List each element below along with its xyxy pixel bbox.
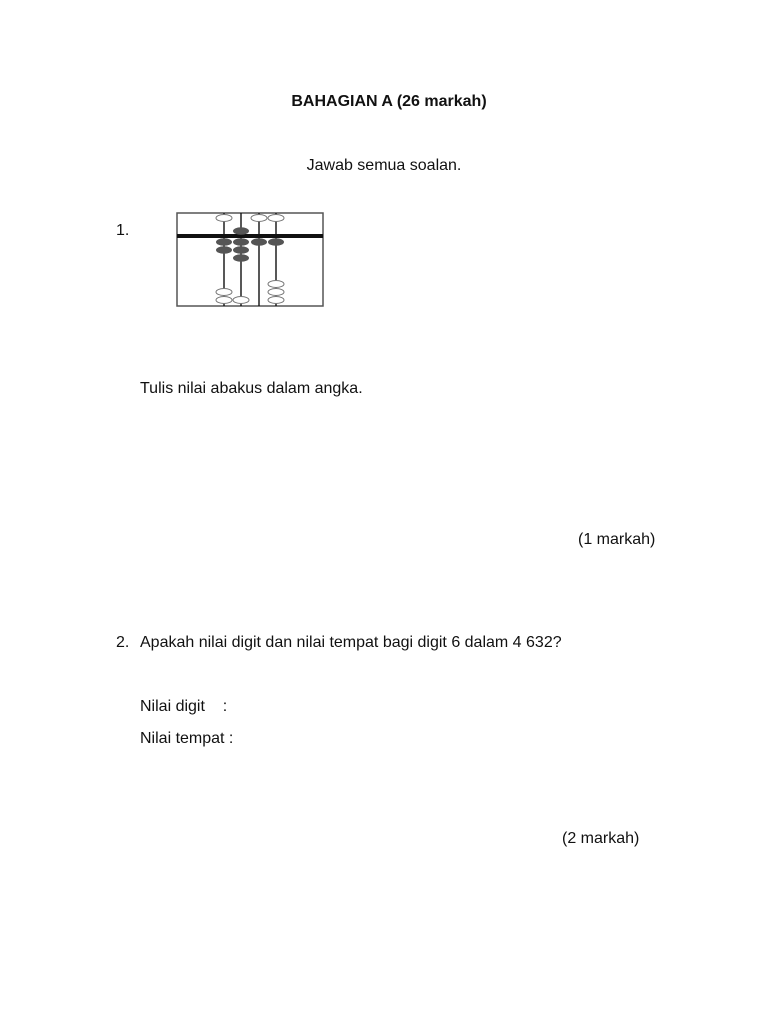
abacus-divider xyxy=(177,234,323,238)
question-2-marks: (2 markah) xyxy=(562,830,640,847)
question-1-marks: (1 markah) xyxy=(578,531,656,548)
abacus-frame xyxy=(177,213,323,306)
question-2-text: Apakah nilai digit dan nilai tempat bagi digit 6 dalam 4 632? xyxy=(140,634,562,651)
digit-value-label: Nilai digit : xyxy=(140,698,228,715)
abacus-upper-active-bead xyxy=(233,227,249,235)
place-value-label: Nilai tempat : xyxy=(140,730,234,747)
question-2-number: 2. xyxy=(116,634,130,651)
section-title: BAHAGIAN A (26 markah) xyxy=(291,93,487,110)
abacus-icon xyxy=(176,212,324,308)
question-1-text: Tulis nilai abakus dalam angka. xyxy=(140,380,363,397)
question-1-number: 1. xyxy=(116,222,130,239)
instruction-text: Jawab semua soalan. xyxy=(306,157,462,174)
